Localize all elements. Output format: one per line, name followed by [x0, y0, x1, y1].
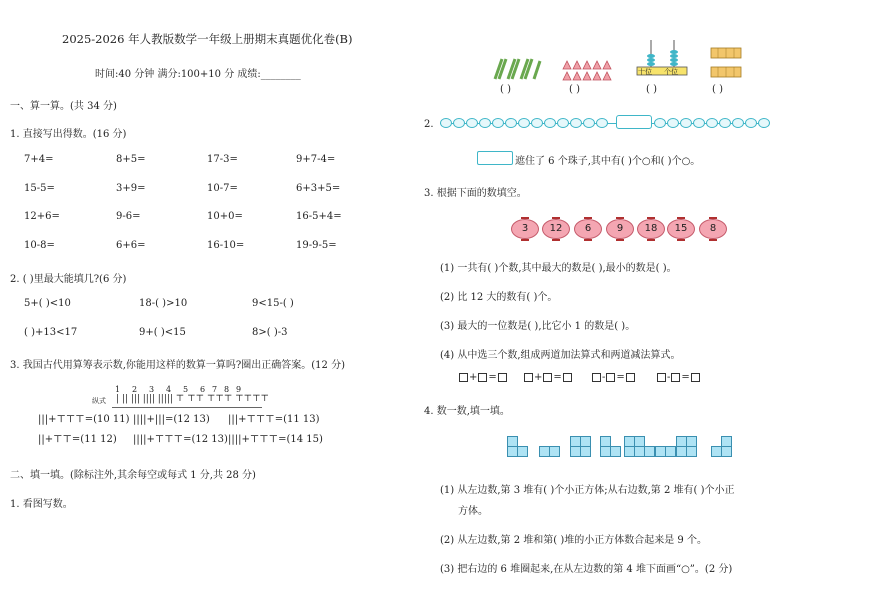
q4-item-continued: 方体。 — [458, 506, 488, 517]
q3-item: (2) 比 12 大的数有( )个。 — [440, 292, 558, 303]
rod-digit: 4 — [166, 385, 172, 394]
rod-digit: 7 — [212, 385, 218, 394]
lantern: 15 — [667, 219, 695, 239]
q4-item: (1) 从左边数,第 3 堆有( )个小正方体;从右边数,第 2 堆有( )个小正 — [440, 485, 735, 496]
calc-item: 3+9= — [116, 183, 146, 194]
q1-heading: 1. 直接写出得数。(16 分) — [10, 129, 127, 140]
calc-item: 10+0= — [207, 211, 243, 222]
picture-answer-blank[interactable]: ( ) — [569, 84, 580, 95]
q2-heading: 2. ( )里最大能填几?(6 分) — [10, 274, 127, 285]
rod-digit: 1 — [115, 385, 121, 394]
rod-digit: 3 — [149, 385, 155, 394]
rod-problem: ||||+⊤⊤⊤=(14 15) — [228, 434, 323, 445]
calc-item: 6+6= — [116, 240, 146, 251]
exam-info: 时间:40 分钟 满分:100+10 分 成绩:________ — [95, 69, 301, 80]
q3-heading: 3. 我国古代用算筹表示数,你能用这样的数算一算吗?圈出正确答案。(12 分) — [10, 360, 345, 371]
rod-problem: ||||+|||=(12 13) — [133, 414, 210, 425]
calc-item: 16-5+4= — [296, 211, 342, 222]
q4-item: (3) 把右边的 6 堆圈起来,在从左边数的第 4 堆下面画“○”。(2 分) — [440, 564, 733, 575]
rod-problem: |||+⊤⊤⊤=(11 13) — [228, 414, 320, 425]
calc-item: 10-7= — [207, 183, 238, 194]
q3-item: (1) 一共有( )个数,其中最大的数是( ),最小的数是( )。 — [440, 263, 677, 274]
abacus-tens-label: 十位 — [638, 68, 652, 76]
q4-heading: 4. 数一数,填一填。 — [424, 406, 510, 417]
q2-number: 2. — [424, 119, 434, 130]
q3-item: (3) 最大的一位数是( ),比它小 1 的数是( )。 — [440, 321, 636, 332]
rod-problem: |||+⊤⊤⊤=(10 11) — [38, 414, 130, 425]
ten-blocks-image — [710, 45, 744, 81]
q3-item: (4) 从中选三个数,组成两道加法算式和两道减法算式。 — [440, 350, 681, 361]
page-title: 2025-2026 年人教版数学一年级上册期末真题优化卷(B) — [62, 32, 353, 46]
triangles-image — [562, 60, 614, 82]
fill-item: 18-( )>10 — [139, 298, 188, 309]
bead-string — [440, 117, 765, 129]
cover-box — [477, 151, 513, 165]
rod-glyphs: | || ||| |||| ||||| ⊤ ⊤⊤ ⊤⊤⊤ ⊤⊤⊤⊤ — [116, 394, 270, 404]
picture-answer-blank[interactable]: ( ) — [646, 84, 657, 95]
equation-template: - = — [656, 372, 701, 383]
rod-problem: ||+⊤⊤=(11 12) — [38, 434, 117, 445]
rod-digit: 2 — [132, 385, 138, 394]
stick-bundles-image — [492, 55, 542, 81]
section-1-heading: 一、算一算。(共 34 分) — [10, 101, 117, 112]
calc-item: 10-8= — [24, 240, 55, 251]
q3-heading: 3. 根据下面的数填空。 — [424, 188, 527, 199]
lantern: 3 — [511, 219, 539, 239]
fill-item: 8>( )-3 — [252, 327, 288, 338]
equation-template: - = — [591, 372, 636, 383]
picture-answer-blank[interactable]: ( ) — [500, 84, 511, 95]
rod-legend-underline — [112, 407, 262, 408]
calc-item: 8+5= — [116, 154, 146, 165]
calc-item: 17-3= — [207, 154, 238, 165]
picture-answer-blank[interactable]: ( ) — [712, 84, 723, 95]
section-2-heading: 二、填一填。(除标注外,其余每空或每式 1 分,共 28 分) — [10, 470, 256, 481]
lantern: 6 — [574, 219, 602, 239]
calc-item: 16-10= — [207, 240, 245, 251]
calc-item: 15-5= — [24, 183, 55, 194]
abacus-ones-label: 个位 — [664, 68, 678, 76]
fill-item: 9<15-( ) — [252, 298, 294, 309]
fill-item: 9+( )<15 — [139, 327, 186, 338]
lantern: 12 — [542, 219, 570, 239]
equation-template: + = — [458, 372, 508, 383]
rod-problem: ||||+⊤⊤⊤=(12 13) — [133, 434, 228, 445]
rod-digit: 5 — [183, 385, 189, 394]
fill-item: ( )+13<17 — [24, 327, 78, 338]
q4-heading: 1. 看图写数。 — [10, 499, 73, 510]
fill-item: 5+( )<10 — [24, 298, 71, 309]
rod-digit: 6 — [200, 385, 206, 394]
rod-digit: 9 — [236, 385, 242, 394]
rod-label: 纵式 — [92, 397, 106, 405]
rod-digit: 8 — [224, 385, 230, 394]
calc-item: 7+4= — [24, 154, 54, 165]
calc-item: 12+6= — [24, 211, 60, 222]
equation-template: + = — [523, 372, 573, 383]
q2-text: 遮住了 6 个珠子,其中有( )个○和( )个○。 — [515, 156, 701, 167]
lantern: 9 — [606, 219, 634, 239]
q4-item: (2) 从左边数,第 2 堆和第( )堆的小正方体数合起来是 9 个。 — [440, 535, 707, 546]
calc-item: 19-9-5= — [296, 240, 337, 251]
calc-item: 9-6= — [116, 211, 141, 222]
lantern: 8 — [699, 219, 727, 239]
calc-item: 6+3+5= — [296, 183, 341, 194]
calc-item: 9+7-4= — [296, 154, 336, 165]
lantern: 18 — [637, 219, 665, 239]
